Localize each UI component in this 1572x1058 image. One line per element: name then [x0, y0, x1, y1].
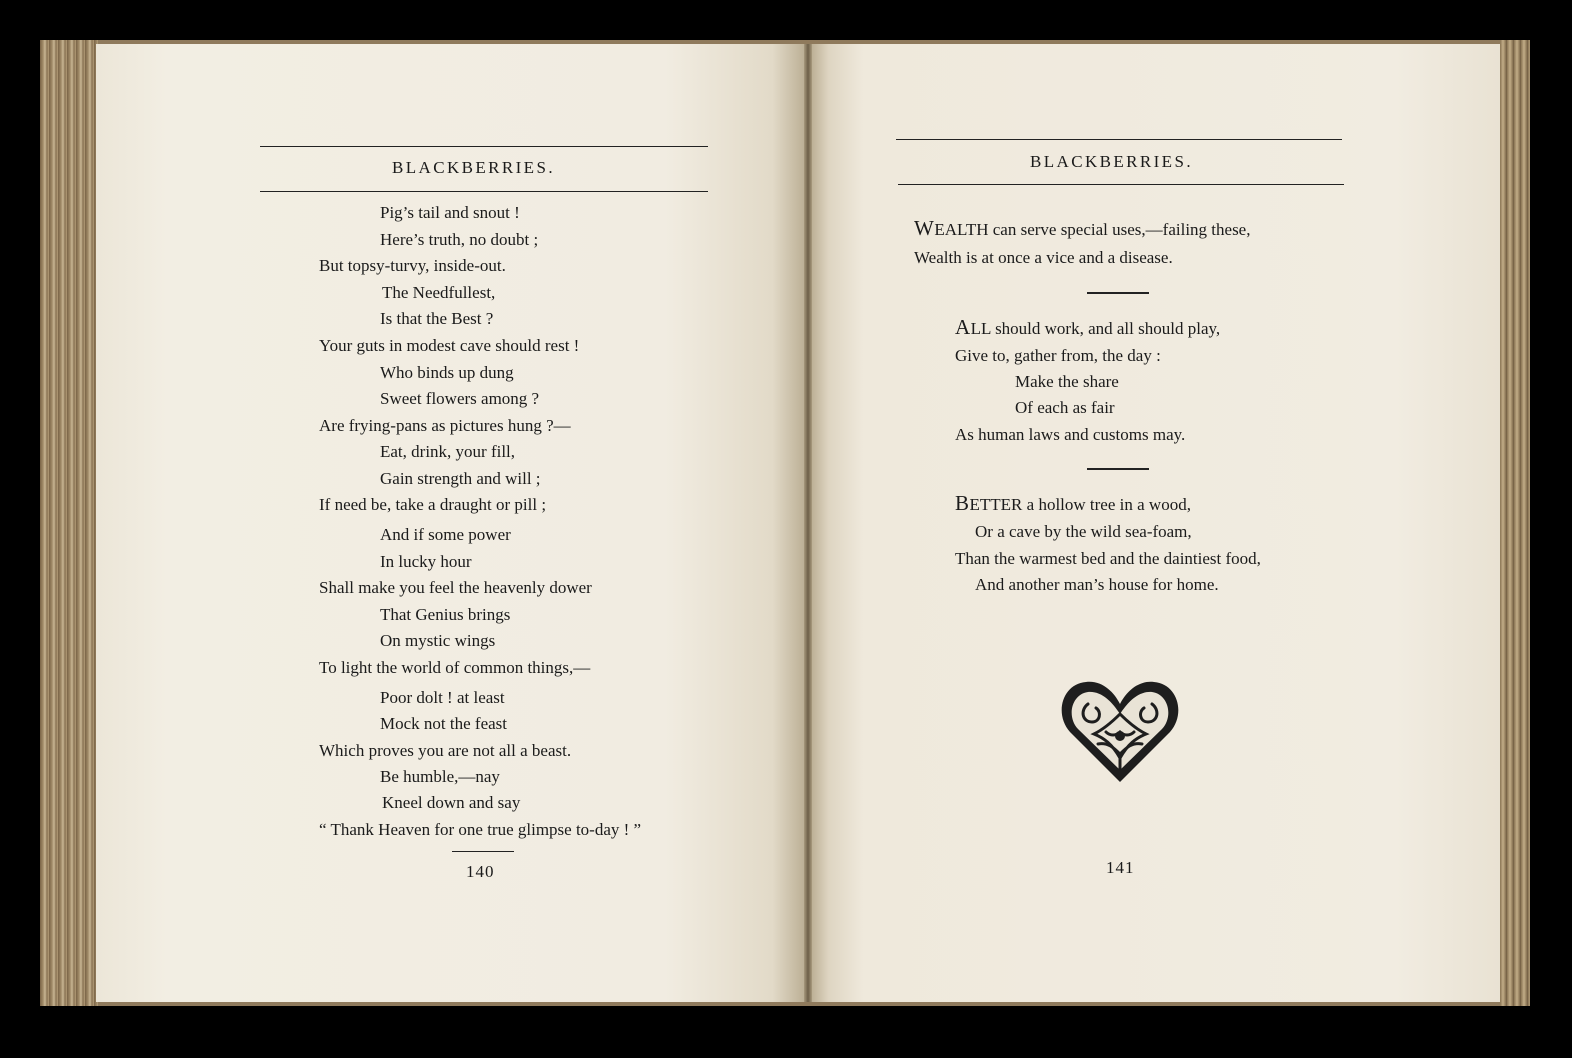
poem-line: Sweet flowers among ?: [380, 389, 540, 408]
page-number: 141: [1106, 858, 1135, 877]
poem-line: Gain strength and will ;: [380, 469, 541, 488]
book-gutter: [804, 44, 812, 1002]
poem-line: To light the world of common things,—: [319, 658, 591, 677]
stanza-2-line-3: Make the share: [1015, 372, 1119, 391]
poem-line: And if some power: [380, 525, 511, 544]
running-head: BLACKBERRIES.: [392, 158, 555, 177]
poem-line: Is that the Best ?: [380, 309, 494, 328]
poem-line: The Needfullest,: [382, 283, 496, 302]
stanza-1-line-2: Wealth is at once a vice and a disease.: [914, 248, 1173, 267]
stanza-3-line-3: Than the warmest bed and the daintiest food,: [955, 549, 1261, 568]
poem-line: Your guts in modest cave should rest !: [319, 336, 580, 355]
header-rule-bottom: [260, 191, 708, 192]
poem-line: Eat, drink, your fill,: [380, 442, 516, 461]
stanza-3-line-4: And another man’s house for home.: [975, 575, 1219, 594]
stanza-3-line-2: Or a cave by the wild sea-foam,: [975, 522, 1192, 541]
poem-line: If need be, take a draught or pill ;: [319, 495, 547, 514]
header-rule-top: [896, 139, 1342, 140]
stanza-3-line-1: BETTER a hollow tree in a wood,: [955, 491, 1191, 515]
stanza-2-line-2: Give to, gather from, the day :: [955, 346, 1161, 365]
stanza-2-line-1: ALL should work, and all should play,: [955, 315, 1221, 339]
stanza-1-line-1: WEALTH can serve special uses,—failing these,: [914, 216, 1251, 240]
poem-line: Be humble,—nay: [380, 767, 500, 786]
heart-ornament-icon: [1058, 674, 1182, 786]
poem-line: Shall make you feel the heavenly dower: [319, 578, 592, 597]
poem-line: That Genius brings: [380, 605, 511, 624]
running-head: BLACKBERRIES.: [1030, 152, 1193, 171]
stanza-separator: [1087, 468, 1149, 470]
poem-line: Kneel down and say: [382, 793, 521, 812]
poem-line: Pig’s tail and snout !: [380, 203, 520, 222]
poem-line: Which proves you are not all a beast.: [319, 741, 572, 760]
poem-line: But topsy-turvy, inside-out.: [319, 256, 506, 275]
poem-line: On mystic wings: [380, 631, 496, 650]
header-rule-top: [260, 146, 708, 147]
poem-line: Who binds up dung: [380, 363, 514, 382]
poem-line: Poor dolt ! at least: [380, 688, 505, 707]
page-number: 140: [466, 862, 495, 881]
stanza-2-line-5: As human laws and customs may.: [955, 425, 1186, 444]
poem-line: Mock not the feast: [380, 714, 507, 733]
left-page: [96, 44, 808, 1002]
end-rule: [452, 851, 514, 852]
poem-line: In lucky hour: [380, 552, 472, 571]
poem-line: Here’s truth, no doubt ;: [380, 230, 539, 249]
page-edges-left: [40, 40, 98, 1006]
stanza-2-line-4: Of each as fair: [1015, 398, 1115, 417]
poem-line: “ Thank Heaven for one true glimpse to-day ! ”: [319, 820, 642, 839]
header-rule-bottom: [898, 184, 1344, 185]
page-edges-right: [1500, 40, 1530, 1006]
stanza-separator: [1087, 292, 1149, 294]
poem-line: Are frying-pans as pictures hung ?—: [319, 416, 571, 435]
